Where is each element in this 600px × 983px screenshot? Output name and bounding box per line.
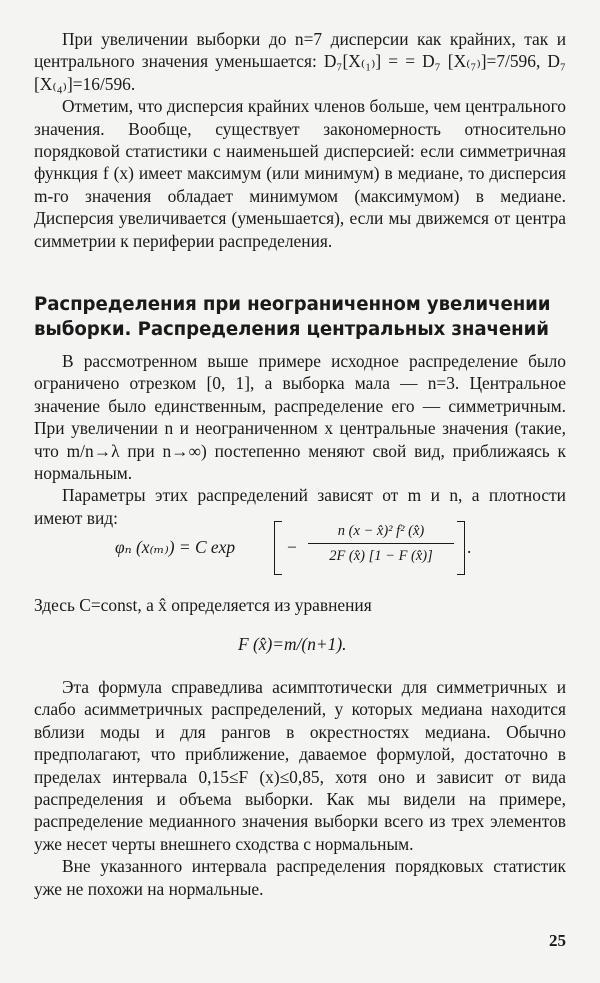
left-bracket [274,521,282,575]
top-text-block [34,28,566,252]
bottom-text-block [34,676,566,900]
paragraph-5: Эта формула справедлива асимптотически для симметричных и слабо асимметричных распределений, у которых медиана находится вблизи моды и для рангов в окрестностях медиана. Обычно предполагают, что приближение, даваемое формулой, достаточно в пределах интервала 0,15≤F (x)≤0,85, хотя оно и зависит от вида распределения и объема выборки. Как мы видели на примере, распределение медианного значения выборки всего из трех элементов уже несет черты внешнего сходства с нормальным. [34,677,566,854]
paragraph-2: Отметим, что дисперсия крайних членов больше, чем центрального значения. Вообще, существует закономерность относительно порядковой статистики с наименьшей дисперсией: если симметричная функция f (x) имеет максимум (или минимум) в медиане, то дисперсия m-го значения обладает минимумом (максимумом) в медиане. Дисперсия увеличивается (уменьшается), если мы движемся от центра симметрии к периферии распределения. [34,96,566,251]
paragraph-1: При увеличении выборки до n=7 дисперсии как крайних, так и центрального значения уменьшается: D₇[X₍₁₎] = = D₇ [X₍₇₎]=7/596, D₇ [X₍₄₎]=16/596. [34,29,566,94]
formula-end: . [467,537,472,557]
paragraph-6: Вне указанного интервала распределения порядковых статистик уже не похожи на нормальные. [34,856,566,899]
formula-minus: − [287,537,297,557]
density-formula [115,515,515,579]
formula-denominator: 2F (x̂) [1 − F (x̂)] [329,548,433,564]
paragraph-4: Параметры этих распределений зависят от m и n, а плотности имеют вид: [34,485,566,528]
formula-lhs: φₙ (x₍ₘ₎) = C exp [115,537,236,557]
section-heading: Распределения при неограниченном увеличении выборки. Распределения центральных значений [34,294,551,340]
right-bracket [457,521,465,575]
paragraph-3: В рассмотренном выше примере исходное распределение было ограничено отрезком [0, 1], а выборка мала — n=3. Центральное значение было единственным, распределение его — симметричным. При увеличении n и неограниченном x центральные значения (такие, что m/n→λ при n→∞) постепенно меняют свой вид, приближаясь к нормальным. [34,351,566,484]
page-number: 25 [549,931,566,950]
here-line: Здесь C=const, а x̂ определяется из уравнения [34,595,372,615]
equation-formula: F (x̂)=m/(n+1). [238,634,347,654]
formula-numerator: n (x − x̂)² f² (x̂) [337,523,425,539]
formula-fraction [308,521,454,566]
fraction-bar [308,543,454,544]
body-text-block [34,350,566,529]
